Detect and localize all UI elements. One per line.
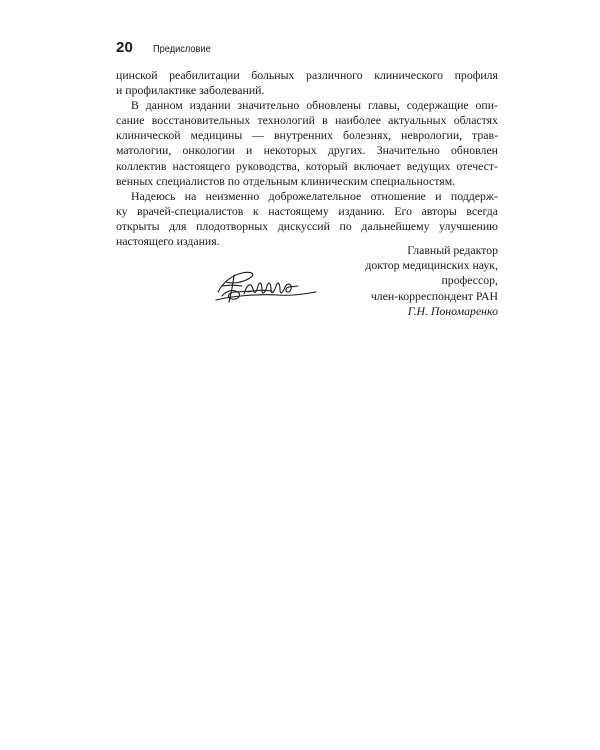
text-line: Надеюсь на неизменно доброжелательное отношение и поддерж- [131,188,498,203]
body-text [116,68,498,249]
editor-role: Главный редактор [407,243,498,257]
paragraph-continuation [116,68,498,98]
text-line: коллектив настоящего руководства, который включает ведущих отечест- [116,158,498,173]
text-line: клинической медицины — внутренних болезнях, неврологии, трав- [116,128,498,143]
editor-degree: доктор медицинских наук, [365,258,498,273]
text-line: цинской реабилитации больных различного клинического профиля [116,68,498,82]
handwritten-signature [212,262,320,308]
text-line: сание восстановительных технологий в наиболее актуальных областях [116,113,498,128]
signoff-block [365,243,498,319]
text-line: В данном издании значительно обновлены главы, содержащие опи- [131,98,498,113]
page-header [116,39,219,59]
page-number: 20 [116,39,134,56]
text-line: венных специалистов по отдельным клиническим специальностям. [116,173,456,188]
editor-name: Г.Н. Пономаренко [407,303,498,318]
text-line: ку врачей-специалистов к настоящему изданию. Его авторы всегда [116,203,498,218]
text-line: матологии, онкологии и некоторых других. Значительно обновлен [116,143,498,158]
editor-membership: член-корреспондент РАН [370,288,498,303]
paragraph-closing [116,189,498,249]
paragraph-updates [116,98,498,189]
text-line: и профилактике заболеваний. [116,83,265,98]
text-line: настоящего издания. [116,234,220,249]
text-line: открыты для плодотворных дискуссий по дальнейшему улучшению [116,218,498,233]
running-title: Предисловие [153,43,211,55]
editor-title: профессор, [441,273,498,288]
